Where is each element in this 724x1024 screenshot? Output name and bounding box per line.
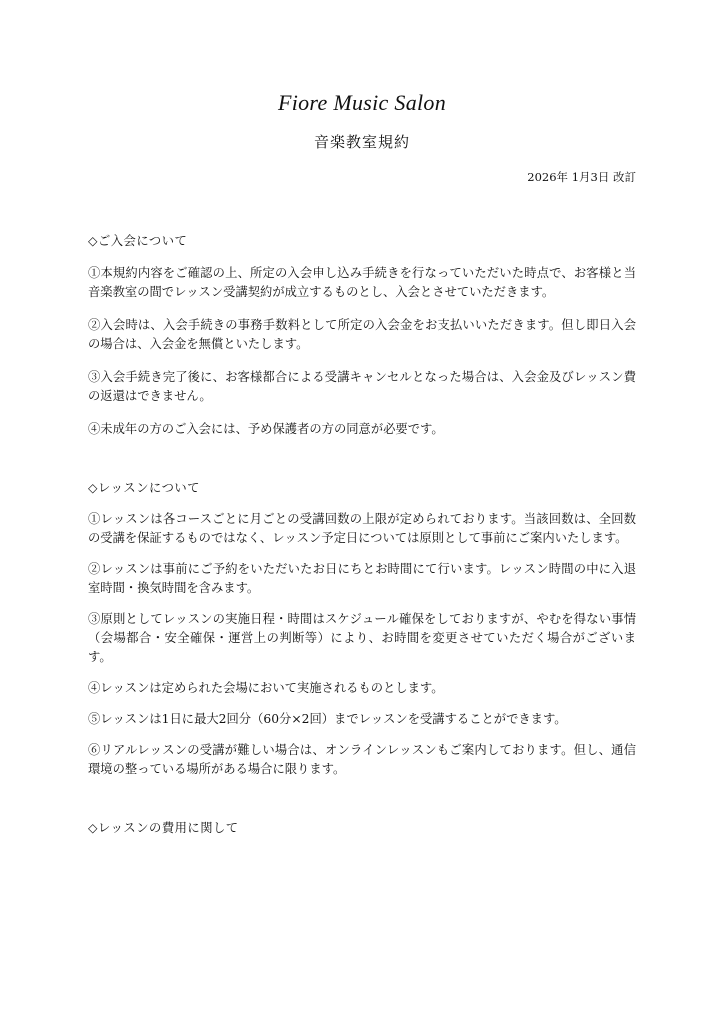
- enrollment-clause-3: ③入会手続き完了後に、お客様都合による受講キャンセルとなった場合は、入会金及びレッスン費の返還はできません。: [88, 370, 636, 403]
- section-lesson-fees: [88, 819, 636, 838]
- section-enrollment: [88, 232, 636, 439]
- lesson-clause-3: ③原則としてレッスンの実施日程・時間はスケジュール確保をしておりますが、やむを得ない事情（会場都合・安全確保・運営上の判断等）により、お時間を変更させていただく場合がございます。: [88, 612, 636, 664]
- terms-body: [88, 232, 636, 838]
- enrollment-clause-4: ④未成年の方のご入会には、予め保護者の方の同意が必要です。: [88, 422, 444, 436]
- lesson-clause-1: ①レッスンは各コースごとに月ごとの受講回数の上限が定められております。当該回数は、全回数の受講を保証するものではなく、レッスン予定日については原則として事前にご案内いたします。: [88, 512, 636, 545]
- revision-date: 2026年 1月3日 改訂: [527, 170, 636, 184]
- enrollment-clause-1: ①本規約内容をご確認の上、所定の入会申し込み手続きを行なっていただいた時点で、お客様と当音楽教室の間でレッスン受講契約が成立するものとし、入会とさせていただきます。: [88, 266, 636, 299]
- section-heading-enrollment: ◇ご入会について: [88, 234, 188, 248]
- lesson-clause-6: ⑥リアルレッスンの受講が難しい場合は、オンラインレッスンもご案内しております。但し、通信環境の整っている場所がある場合に限ります。: [88, 743, 636, 776]
- brand-title: Fiore Music Salon: [277, 90, 447, 115]
- section-lessons: [88, 479, 636, 779]
- document-title: 音楽教室規約: [313, 133, 410, 151]
- lesson-clause-5: ⑤レッスンは1日に最大2回分（60分×2回）までレッスンを受講することができます。: [88, 712, 567, 726]
- section-heading-lesson-fees: ◇レッスンの費用に関して: [88, 821, 239, 835]
- enrollment-clause-2: ②入会時は、入会手続きの事務手数料として所定の入会金をお支払いいただきます。但し即日入会の場合は、入会金を無償といたします。: [88, 318, 636, 351]
- section-heading-lessons: ◇レッスンについて: [88, 481, 200, 495]
- lesson-clause-4: ④レッスンは定められた会場において実施されるものとします。: [88, 681, 444, 695]
- lesson-clause-2: ②レッスンは事前にご予約をいただいたお日にちとお時間にて行います。レッスン時間の中に入退室時間・換気時間を含みます。: [88, 562, 636, 595]
